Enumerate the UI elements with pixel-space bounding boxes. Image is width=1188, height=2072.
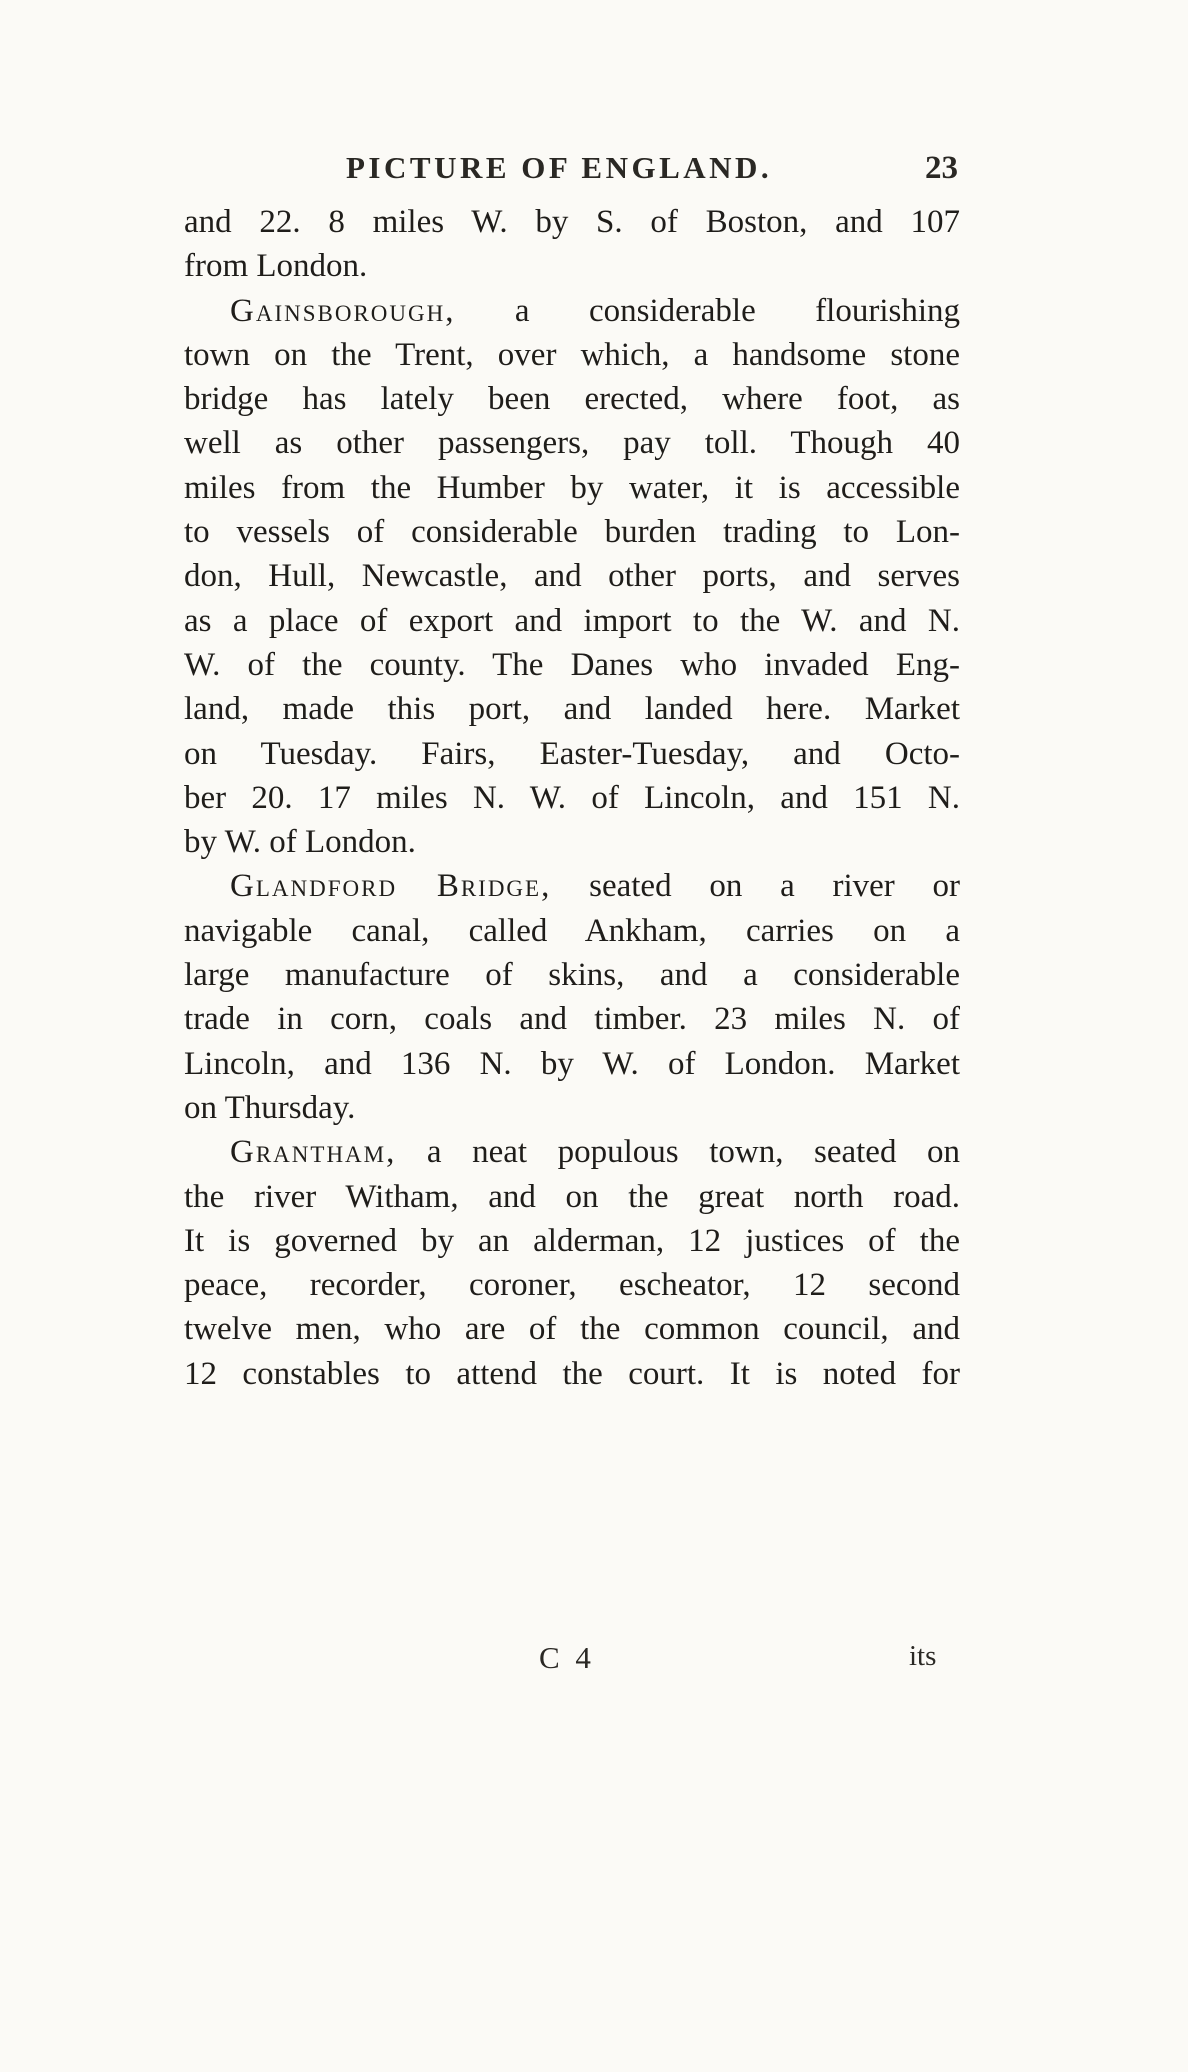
entry-text: a considerable flourishing — [455, 292, 960, 329]
text-line: by W. of London. — [184, 824, 416, 861]
entry-line — [184, 864, 960, 908]
entry-text: seated on a river or — [551, 868, 961, 905]
entry-line — [184, 289, 960, 333]
text-line: on Thursday. — [184, 1089, 356, 1126]
text-line: Lincoln, and 136 N. by W. of London. Market — [184, 1045, 960, 1082]
running-head: PICTURE OF ENGLAND. — [346, 150, 773, 185]
text-line: and 22. 8 miles W. by S. of Boston, and 107 — [184, 204, 960, 240]
text-line: 12 constables to attend the court. It is noted for — [184, 1355, 960, 1392]
text-line: It is governed by an alderman, 12 justices of the — [184, 1222, 960, 1259]
entry-heading: Grantham, — [230, 1134, 397, 1171]
text-line: bridge has lately been erected, where foot, as — [184, 381, 960, 418]
text-line: land, made this port, and landed here. Market — [184, 691, 960, 728]
text-line: the river Witham, and on the great north road. — [184, 1178, 960, 1215]
text-line: peace, recorder, coroner, escheator, 12 second — [184, 1267, 960, 1304]
text-line: as a place of export and import to the W. and N. — [184, 602, 960, 639]
entry-line — [184, 1130, 960, 1174]
body-text — [184, 200, 960, 1396]
text-line: ber 20. 17 miles N. W. of Lincoln, and 151 N. — [184, 779, 960, 816]
entry-heading: Gainsborough, — [230, 292, 456, 329]
page-number: 23 — [925, 150, 958, 186]
catchword: its — [909, 1640, 937, 1672]
text-line: town on the Trent, over which, a handsome stone — [184, 336, 960, 373]
entry-text: a neat populous town, seated on — [396, 1134, 960, 1171]
text-line: on Tuesday. Fairs, Easter-Tuesday, and Octo- — [184, 735, 960, 772]
text-line: large manufacture of skins, and a considerable — [184, 957, 960, 994]
text-line: W. of the county. The Danes who invaded Eng- — [184, 646, 960, 683]
text-line: twelve men, who are of the common council, and — [184, 1311, 960, 1348]
entry-heading: Glandford Bridge, — [230, 868, 552, 905]
text-line: miles from the Humber by water, it is accessible — [184, 469, 960, 506]
text-line: from London. — [184, 248, 368, 285]
page-header — [346, 150, 958, 190]
text-line: don, Hull, Newcastle, and other ports, and serves — [184, 558, 960, 595]
text-line: navigable canal, called Ankham, carries on a — [184, 912, 960, 949]
text-line: trade in corn, coals and timber. 23 miles N. of — [184, 1001, 960, 1038]
text-line: to vessels of considerable burden trading to Lon- — [184, 514, 960, 551]
text-line: well as other passengers, pay toll. Though 40 — [184, 425, 960, 462]
signature-mark: C 4 — [539, 1640, 595, 1675]
